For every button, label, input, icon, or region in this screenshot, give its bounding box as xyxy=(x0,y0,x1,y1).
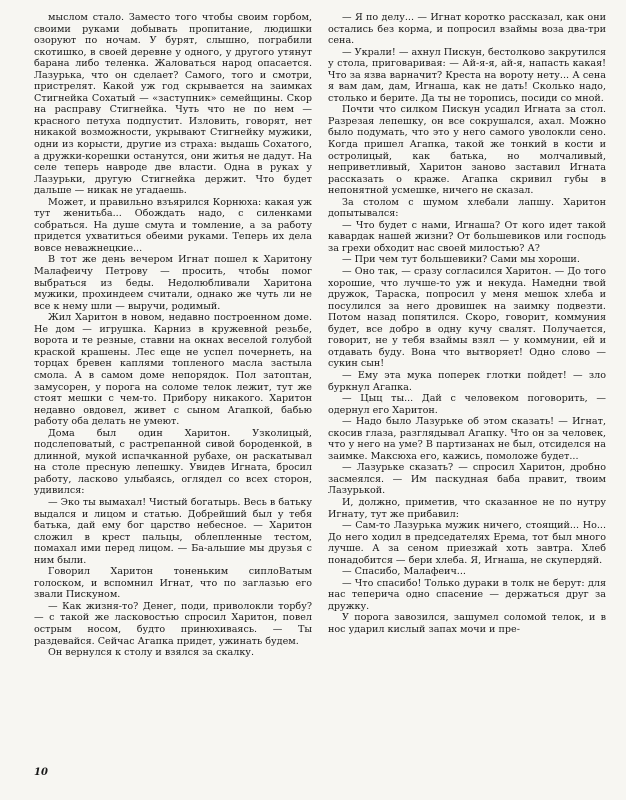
paragraph: — Надо было Лазурьке об этом сказать! — Игнат, скосив глаза, разглядывал Агапку. Что он за человек, что у него на уме? В партизанах не был, отсиделся на заимке. Максюха его, кажись, помоложе будет... xyxy=(328,416,606,462)
paragraph: За столом с шумом хлебали лапшу. Харитон допытывался: xyxy=(328,196,606,220)
paragraph: Он вернулся к столу и взялся за скалку. xyxy=(48,647,255,659)
paragraph: Почти что силком Пискун усадил Игната за стол. Разрезая лепешку, он все сокрушался, ахал. Можно было подумать, что это у него самого уволокли сено. Когда пришел Агапка, такой же тонкий в кости и остролицый, как батька, но молчаливый, неприветливый, Харитон заново заставил Игната рассказать о краже. Агапка скривил губы в непонятной усмешке, ничего не сказал. xyxy=(328,104,606,197)
paragraph: Жил Харитон в новом, недавно построенном доме. Не дом — игрушка. Карниз в кружевной резьбе, ворота и те резные, ставни на окнах веселой голубой краской крашены. Лес еще не успел почернеть, на торцах бревен каплями топленого масла застыла смола. А в самом доме непорядок. Пол затоптан, замусорен, у порога на соломе телок лежит, тут же стоят мешки с чем-то. Прибору никакого. Харитон недавно овдовел, живет с сыном Агапкой, бабью работу оба делать не умеют. xyxy=(34,312,312,428)
paragraph: — Лазурьке сказать? — спросил Харитон, дробно засмеялся. — Им паскудная баба правит, твоим Лазурькой. xyxy=(328,462,606,497)
paragraph: — При чем тут большевики? Сами мы хороши. xyxy=(342,254,580,266)
paragraph: В тот же день вечером Игнат пошел к Харитону Малафеичу Петрову — просить, чтобы помог выбраться из беды. Недолюбливали Харитона мужики, прохиндеем считали, однако же чуть ли не все к нему шли — выручи, родимый. xyxy=(34,254,312,312)
paragraph: — Эко ты вымахал! Чистый богатырь. Весь в батьку выдался и лицом и статью. Добрейший был у тебя батька, дай ему бог царство небесное. — Харитон сложил в крест пальцы, облепленные тестом, помахал ими перед лицом. — Ба-альшие мы друзья с ним были. xyxy=(34,496,312,566)
page-number: 10 xyxy=(34,767,48,778)
paragraph: — Как жизня-то? Денег, поди, приволокли торбу? — с такой же ласковостью спросил Харитон, повел острым носом, будто принюхиваясь. — Ты раздевайся. Сейчас Агапка придет, ужинать будем. xyxy=(34,600,312,647)
paragraph: — Что спасибо! Только дураки в толк не берут: для нас теперича одно спасение — держаться друг за дружку. xyxy=(328,577,606,612)
paragraph: Дома был один Харитон. Узколицый, подслеповатый, с растрепанной сивой бороденкой, в длинной, мукой испачканной рубахе, он раскатывал на столе пресную лепешку. Увидев Игната, бросил работу, ласково улыбаясь, оглядел со всех сторон, удивился: xyxy=(34,427,312,497)
paragraph: Говорил Харитон тоненьким сиплоВатым голоском, и вспомнил Игнат, что по заглазью его звали Пискуном. xyxy=(34,566,312,601)
left-column xyxy=(34,12,312,760)
paragraph: Может, и правильно взъярился Корнюха: какая уж тут женитьба... Обождать надо, с силенками собраться. На душе смута и томление, а за работу придется ухватиться обеими руками. Теперь их дела вовсе неважнецкие... xyxy=(34,196,312,254)
paragraph: — Спасибо, Малафеич... xyxy=(342,566,466,578)
paragraph: мыслом стало. Заместо того чтобы своим горбом, своими руками добывать пропитание, людишки озоруют по ночам. У бурят, слышно, пограбили скотишко, в своей деревне у одного, у другого утянут барана либо теленка. Жаловаться народ опасается. Лазурька, что он сделает? Самого, того и смотри, пристрелят. Какой уж год скрывается на заимках Стигнейка Сохатый — «заступник» семейщины. Скор на расправу Стигнейка. Чуть что не по нем — красного петуха подпустит. Изловить, говорят, нет никакой возможности, укрывают Стигнейку мужики, одни из корысти, другие из страха: выдашь Сохатого, а дружки-корешки останутся, они житья не дадут. На селе теперь навроде две власти. Одна в руках у Лазурьки, другую Стигнейка держит. Что будет дальше — никак не угадаешь. xyxy=(34,12,312,197)
paragraph: — Цыц ты... Дай с человеком поговорить, — одернул его Харитон. xyxy=(328,393,606,416)
paragraph: — Ему эта мука поперек глотки пойдет! — зло буркнул Агапка. xyxy=(328,369,606,393)
paragraph: У порога завозился, зашумел соломой телок, и в нос ударил кислый запах мочи и пре- xyxy=(328,612,606,635)
paragraph: — Я по делу... — Игнат коротко рассказал, как они остались без корма, и попросил взаймы воза два-три сена. xyxy=(328,12,606,47)
paragraph: — Украли! — ахнул Пискун, бестолково закрутился у стола, приговаривая: — Ай-я-я, ай-я, напасть какая! Что за язва варначит? Креста на вороту нету... А сена я вам дам, дам, Игнаша, как не дать! Сколько надо, столько и берите. Да ты не торопись, посиди со мной. xyxy=(328,46,606,104)
paragraph: — Что будет с нами, Игнаша? От кого идет такой кавардак нашей жизни? От большевиков или господь за грехи обходит нас своей милостью? А? xyxy=(328,219,606,254)
text-columns xyxy=(34,12,606,760)
paragraph: — Оно так, — сразу согласился Харитон. — До того хорошие, что лучше-то уж и некуда. Намедни твой дружок, Тараска, попросил у меня мешок хлеба и посулился за него дровишек на заимку подвезти. Потом назад попятился. Скоро, говорит, коммуния будет, все добро в одну кучу свалят. Получается, говорит, не у тебя взаймы взял — у коммунии, ей и отдавать буду. Вона что вытворяет! Одно слово — сукин сын! xyxy=(328,266,606,370)
paragraph: — Сам-то Лазурька мужик ничего, стоящий... Но... До него ходил в председателях Ерема, тот был много лучше. А за сеном приезжай хоть завтра. Хлеб понадобится — бери хлеба. Я, Игнаша, не скупердяй. xyxy=(328,520,606,566)
paragraph: И, должно, приметив, что сказанное не по нутру Игнату, тут же прибавил: xyxy=(328,496,606,520)
right-column xyxy=(328,12,606,760)
